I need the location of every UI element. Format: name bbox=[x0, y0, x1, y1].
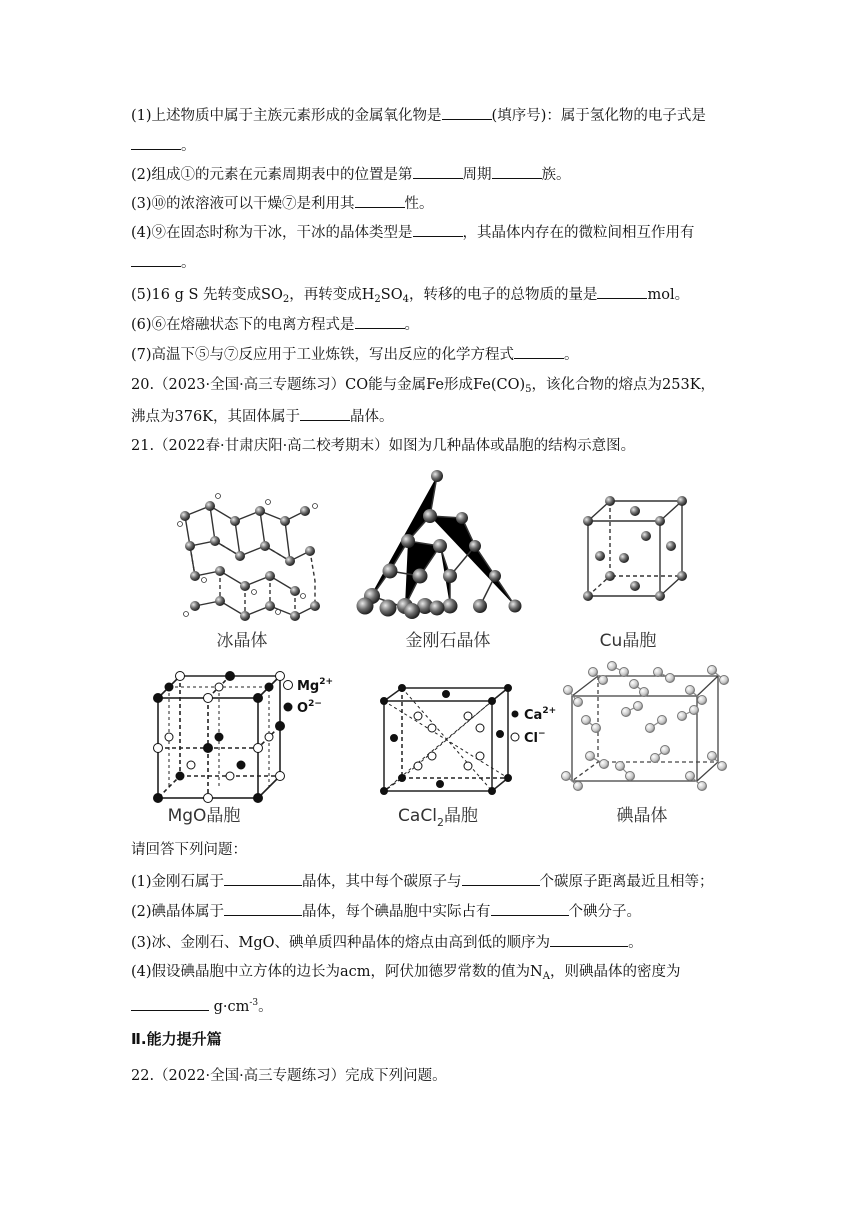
text: ，再转变成H bbox=[289, 287, 375, 303]
text: 个碳原子距离最近且相等； bbox=[539, 874, 714, 890]
answer-blank[interactable] bbox=[355, 193, 405, 208]
iodine-caption: 碘晶体 bbox=[616, 806, 668, 826]
crystal-structures-figure bbox=[150, 466, 730, 831]
answer-blank[interactable] bbox=[514, 344, 564, 359]
text: 个碘分子。 bbox=[568, 904, 642, 920]
mg-legend-icon bbox=[284, 681, 293, 690]
q19-5 bbox=[131, 284, 741, 310]
q19-7 bbox=[131, 344, 741, 365]
q19-6 bbox=[131, 314, 741, 335]
q21-prompt bbox=[131, 840, 741, 860]
text: g·cm bbox=[213, 999, 250, 1015]
answer-blank[interactable] bbox=[300, 406, 350, 421]
q21-1 bbox=[131, 871, 741, 892]
text: 请回答下列问题： bbox=[131, 842, 247, 858]
text: mol。 bbox=[647, 287, 690, 303]
text: (2)组成①的元素在元素周期表中的位置是第 bbox=[131, 167, 413, 183]
subscript: 4 bbox=[402, 294, 409, 305]
q21-2 bbox=[131, 901, 741, 922]
superscript: -3 bbox=[249, 998, 259, 1008]
text: ，其晶体内存在的微粒间相互作用有 bbox=[462, 225, 695, 241]
q21-3 bbox=[131, 932, 741, 953]
answer-blank[interactable] bbox=[131, 996, 209, 1011]
text: 21.（2022春·甘肃庆阳·高二校考期末）如图为几种晶体或晶胞的结构示意图。 bbox=[131, 438, 636, 454]
subscript: 2 bbox=[374, 294, 381, 305]
answer-blank[interactable] bbox=[131, 252, 181, 267]
answer-blank[interactable] bbox=[597, 284, 647, 299]
subscript: 2 bbox=[282, 294, 290, 305]
text: 20.（2023·全国·高三专题练习）CO能与金属Fe形成Fe(CO) bbox=[131, 377, 526, 393]
text: (1)上述物质中属于主族元素形成的金属氧化物是 bbox=[131, 108, 442, 124]
answer-blank[interactable] bbox=[413, 164, 463, 179]
text: (填序号)：属于氢化物的电子式是 bbox=[491, 108, 706, 124]
q21-4-line2 bbox=[131, 993, 741, 1017]
answer-blank[interactable] bbox=[550, 932, 628, 947]
q22 bbox=[131, 1066, 741, 1086]
q21-4-line1 bbox=[131, 962, 741, 987]
answer-blank[interactable] bbox=[131, 135, 181, 150]
ca-legend-icon bbox=[512, 711, 519, 718]
text: (4)⑨在固态时称为干冰，干冰的晶体类型是 bbox=[131, 225, 413, 241]
text: 。 bbox=[628, 935, 643, 951]
answer-blank[interactable] bbox=[224, 901, 302, 916]
text: (3)冰、金刚石、MgO、碘单质四种晶体的熔点由高到低的顺序为 bbox=[131, 935, 551, 951]
text: 22.（2022·全国·高三专题练习）完成下列问题。 bbox=[131, 1068, 447, 1084]
q20-line2 bbox=[131, 406, 741, 427]
q19-1-line1 bbox=[131, 105, 741, 126]
q19-4-line1 bbox=[131, 222, 741, 243]
text: 晶体，每个碘晶胞中实际占有 bbox=[302, 904, 491, 920]
text: 周期 bbox=[462, 167, 492, 183]
cacl2-caption: CaCl$_2$晶胞 bbox=[398, 806, 478, 829]
section-title: Ⅱ.能力提升篇 bbox=[131, 1030, 222, 1048]
answer-blank[interactable] bbox=[491, 901, 569, 916]
ice-caption: 冰晶体 bbox=[216, 631, 268, 651]
text: 。 bbox=[181, 255, 196, 271]
subscript: 5 bbox=[525, 384, 532, 395]
text: 。 bbox=[181, 138, 196, 154]
crystal-diagram bbox=[150, 466, 730, 831]
mg-legend-label: $Mg^{2+}$ bbox=[297, 677, 334, 694]
text: SO bbox=[380, 287, 403, 303]
q19-3 bbox=[131, 193, 741, 214]
text: 。 bbox=[564, 347, 579, 363]
text: (7)高温下⑤与⑦反应用于工业炼铁，写出反应的化学方程式 bbox=[131, 347, 515, 363]
mgo-caption: MgO晶胞 bbox=[167, 806, 241, 826]
q21-title bbox=[131, 436, 741, 456]
text: 族。 bbox=[541, 167, 571, 183]
text: ，则碘晶体的密度为 bbox=[549, 964, 681, 980]
text: (6)⑥在熔融状态下的电离方程式是 bbox=[131, 317, 355, 333]
answer-blank[interactable] bbox=[355, 314, 405, 329]
q19-4-line2 bbox=[131, 252, 741, 273]
cl-legend-label: Cl− bbox=[524, 729, 546, 746]
q19-1-line2 bbox=[131, 135, 741, 156]
text: 性。 bbox=[404, 196, 434, 212]
cl-legend-icon bbox=[511, 733, 519, 741]
diamond-atoms bbox=[357, 470, 522, 619]
cu-caption: Cu晶胞 bbox=[599, 631, 657, 651]
text: (2)碘晶体属于 bbox=[131, 904, 225, 920]
text: (3)⑩的浓溶液可以干燥⑦是利用其 bbox=[131, 196, 355, 212]
text: (5)16 g S 先转变成SO bbox=[131, 287, 283, 303]
text: 。 bbox=[404, 317, 420, 333]
answer-blank[interactable] bbox=[492, 164, 542, 179]
q19-2 bbox=[131, 164, 741, 185]
ca-legend-label: $Ca^{2+}$ bbox=[524, 706, 557, 723]
q20-line1 bbox=[131, 375, 741, 400]
text: ，转移的电子的总物质的量是 bbox=[408, 287, 598, 303]
answer-blank[interactable] bbox=[442, 105, 492, 120]
text: (4)假设碘晶胞中立方体的边长为acm，阿伏加德罗常数的值为N bbox=[131, 964, 543, 980]
o-legend-icon bbox=[284, 703, 293, 712]
answer-blank[interactable] bbox=[462, 871, 540, 886]
text: 晶体。 bbox=[350, 409, 394, 425]
subscript: A bbox=[542, 971, 550, 982]
text: (1)金刚石属于 bbox=[131, 874, 225, 890]
text: 。 bbox=[258, 999, 273, 1015]
ice-structure bbox=[185, 506, 315, 616]
o-legend-label: $O^{2-}$ bbox=[297, 699, 322, 716]
diamond-caption: 金刚石晶体 bbox=[405, 631, 491, 651]
answer-blank[interactable] bbox=[413, 222, 463, 237]
text: 沸点为376K，其固体属于 bbox=[131, 409, 301, 425]
answer-blank[interactable] bbox=[224, 871, 302, 886]
text: 晶体，其中每个碳原子与 bbox=[302, 874, 462, 890]
text: ，该化合物的熔点为253K， bbox=[531, 377, 716, 393]
